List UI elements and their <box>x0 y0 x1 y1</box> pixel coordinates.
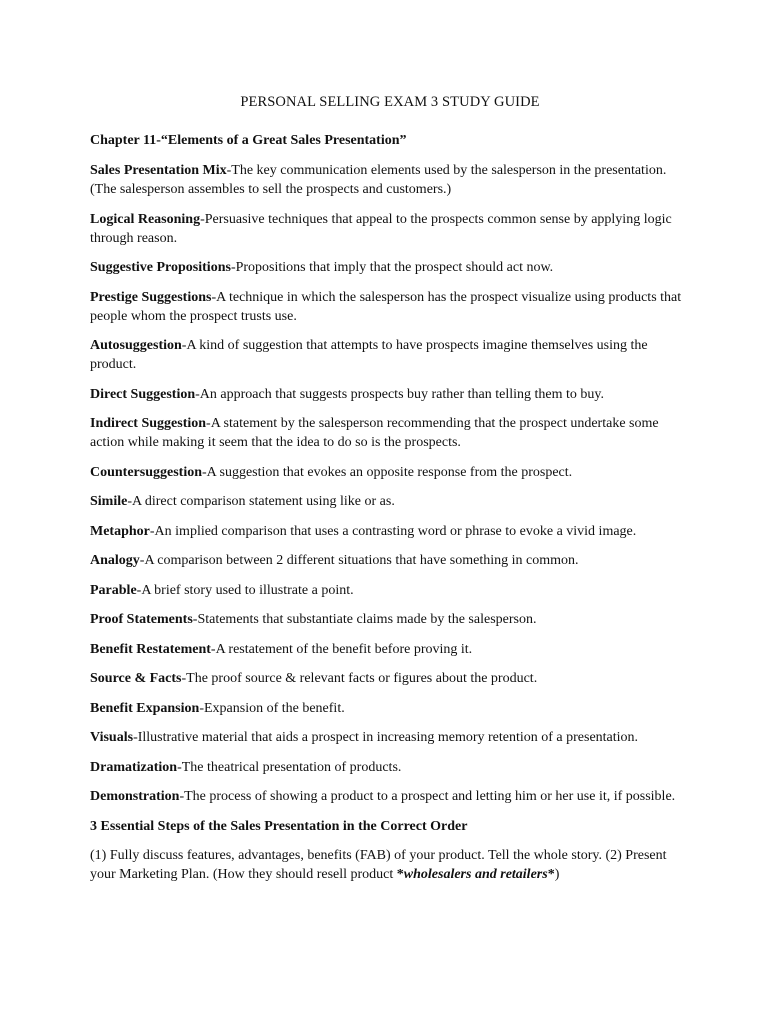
definition-term: Simile <box>90 494 128 509</box>
steps-text: (1) Fully discuss features, advantages, benefits (FAB) of your product. Tell the whole story. (2) Present your Marketing Plan. (How they should resell product <box>90 847 667 882</box>
definition-term: Benefit Expansion <box>90 700 200 716</box>
definition-text: -Illustrative material that aids a prospect in increasing memory retention of a presentation. <box>133 730 639 745</box>
definition-term: Source & Facts <box>90 671 182 686</box>
definition-text: -Statements that substantiate claims made by the salesperson. <box>192 612 537 627</box>
definition-entry <box>90 699 690 718</box>
definition-term: Logical Reasoning <box>90 211 201 227</box>
definition-entry <box>90 669 690 688</box>
definition-term: Direct Suggestion <box>90 386 196 402</box>
definition-entry <box>90 288 690 326</box>
definition-term: Autosuggestion <box>90 338 182 353</box>
definition-term: Indirect Suggestion <box>90 416 207 431</box>
steps-star-open: * <box>396 866 404 882</box>
definition-term: Analogy <box>90 553 140 568</box>
definition-entry <box>90 787 690 806</box>
steps-heading: 3 Essential Steps of the Sales Presentation in the Correct Order <box>90 818 468 834</box>
definition-text: -The theatrical presentation of products. <box>177 759 402 775</box>
steps-emphasis: wholesalers and retailers <box>403 866 548 882</box>
definition-text: -The proof source & relevant facts or figures about the product. <box>181 671 538 686</box>
definition-text: -Expansion of the benefit. <box>199 700 345 716</box>
document-page <box>90 92 690 884</box>
definition-text: -An implied comparison that uses a contrasting word or phrase to evoke a vivid image. <box>149 523 637 539</box>
definition-entry <box>90 161 690 199</box>
chapter-heading: Chapter 11-“Elements of a Great Sales Presentation” <box>90 133 407 148</box>
definition-text: -A brief story used to illustrate a point. <box>136 582 354 598</box>
definition-text: -The process of showing a product to a prospect and letting him or her use it, if possible. <box>179 789 676 804</box>
definition-entry <box>90 551 690 570</box>
steps-star-close: * <box>547 866 555 882</box>
definition-text: -An approach that suggests prospects buy rather than telling them to buy. <box>195 386 605 402</box>
steps-paragraph <box>90 846 690 884</box>
definition-entry <box>90 640 690 659</box>
definition-entry <box>90 581 690 600</box>
definition-text: -A comparison between 2 different situations that have something in common. <box>139 553 579 568</box>
definition-entry <box>90 758 690 777</box>
definition-term: Countersuggestion <box>90 464 203 480</box>
definition-entry <box>90 385 690 404</box>
definition-text: -A restatement of the benefit before proving it. <box>210 641 473 657</box>
definition-term: Metaphor <box>90 523 150 539</box>
definition-list <box>90 161 690 806</box>
definition-term: Benefit Restatement <box>90 641 211 657</box>
definition-term: Visuals <box>90 730 134 745</box>
definition-term: Sales Presentation Mix <box>90 163 227 178</box>
definition-entry <box>90 336 690 374</box>
definition-text: -A suggestion that evokes an opposite response from the prospect. <box>202 464 573 480</box>
definition-term: Parable <box>90 582 137 598</box>
definition-entry <box>90 258 690 277</box>
definition-text: -A technique in which the salesperson has the prospect visualize using products that people whom the prospect trusts use. <box>90 289 682 324</box>
definition-entry <box>90 728 690 747</box>
definition-entry <box>90 492 690 511</box>
definition-text: -A kind of suggestion that attempts to have prospects imagine themselves using the product. <box>90 338 648 372</box>
definition-term: Prestige Suggestions <box>90 289 212 305</box>
definition-text: -Propositions that imply that the prospect should act now. <box>230 260 554 275</box>
document-title: PERSONAL SELLING EXAM 3 STUDY GUIDE <box>240 94 540 110</box>
definition-entry <box>90 610 690 629</box>
definition-term: Proof Statements <box>90 612 193 627</box>
definition-text: -The key communication elements used by the salesperson in the presentation. (The salesperson assembles to sell the prospects and customers.) <box>90 163 667 197</box>
definition-term: Suggestive Propositions <box>90 260 231 275</box>
definition-entry <box>90 522 690 541</box>
steps-close-paren: ) <box>554 866 560 882</box>
definition-entry <box>90 414 690 452</box>
definition-term: Dramatization <box>90 759 178 775</box>
definition-term: Demonstration <box>90 789 180 804</box>
definition-text: -Persuasive techniques that appeal to the prospects common sense by applying logic through reason. <box>90 211 672 246</box>
definition-text: -A statement by the salesperson recommending that the prospect undertake some action while making it seem that the idea to do so is the prospects. <box>90 416 659 450</box>
definition-text: -A direct comparison statement using like or as. <box>127 494 395 509</box>
definition-entry <box>90 210 690 248</box>
definition-entry <box>90 463 690 482</box>
